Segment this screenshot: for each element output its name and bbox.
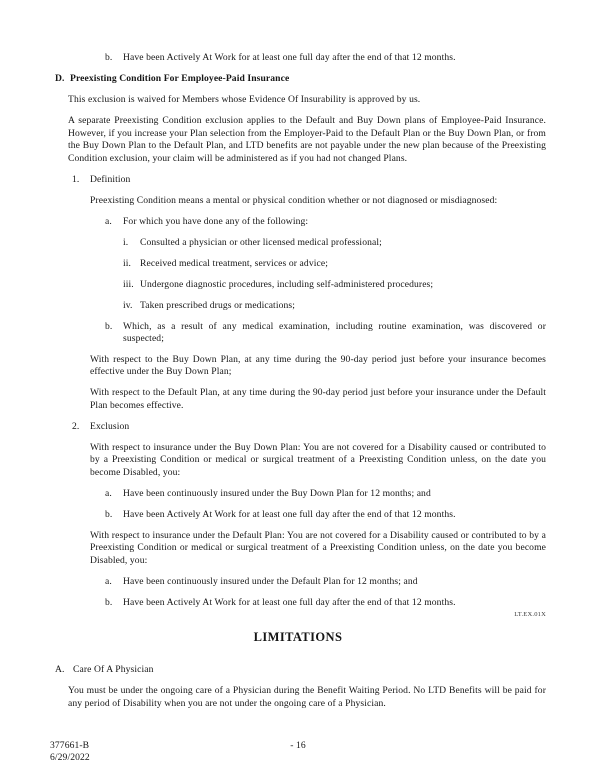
roman-item-ii [123,258,546,270]
exclusion-default-item-a [105,576,546,588]
list-item-text: Have been Actively At Work for at least one full day after the end of that 12 months. [123,596,456,608]
definition-item-b [105,321,546,346]
section-marker: D. [55,72,65,84]
list-item-text: Have been Actively At Work for at least one full day after the end of that 12 months. [123,52,456,63]
waiver-paragraph: This exclusion is waived for Members whose Evidence Of Insurability is approved by us. [68,94,421,106]
list-item-text: Consulted a physician or other licensed medical professional; [140,236,382,248]
list-item-text: Have been continuously insured under the Default Plan for 12 months; and [123,575,418,587]
definition-item-a [105,216,546,228]
letter-marker: a. [105,575,112,587]
form-code: LT.EX.01X [514,611,546,619]
section-d-heading [55,73,546,85]
document-date: 6/29/2022 [50,752,90,764]
definition-intro-paragraph: Preexisting Condition means a mental or physical condition whether or not diagnosed or misdiagnosed: [90,194,498,206]
page-number: - 16 [290,739,306,751]
carryover-list-item [105,52,546,64]
roman-item-iii [123,279,546,291]
definition-default-paragraph: With respect to the Default Plan, at any time during the 90-day period just before your insurance under the Default Plan becomes effective. [90,387,546,411]
list-item-text: Which, as a result of any medical examination, including routine examination, was discovered or suspected; [123,320,546,345]
section-a-heading [55,664,546,676]
definition-item-heading [72,174,546,186]
list-marker: b. [105,52,113,63]
roman-marker: iv. [123,299,133,311]
letter-marker: b. [105,596,113,608]
definition-buydown-paragraph: With respect to the Buy Down Plan, at any time during the 90-day period just before your insurance becomes effective under the Buy Down Plan; [90,354,546,378]
list-item-text: Have been continuously insured under the Buy Down Plan for 12 months; and [123,487,431,499]
section-title: Preexisting Condition For Employee-Paid Insurance [70,72,290,84]
limitations-heading: LIMITATIONS [253,630,343,645]
list-item-text: Taken prescribed drugs or medications; [140,299,295,311]
section-title: Care Of A Physician [73,663,154,675]
number-marker: 1. [72,173,80,185]
exclusion-item-heading [72,421,546,433]
letter-marker: b. [105,508,113,520]
roman-marker: ii. [123,257,132,269]
page-footer [50,740,546,765]
exclusion-title: Exclusion [90,420,130,432]
exclusion-default-item-b [105,597,546,609]
exclusion-buydown-paragraph: With respect to insurance under the Buy Down Plan: You are not covered for a Disability caused or contributed to by a Preexisting Condition or medical or surgical treatment of a Preexisting Condition unless, on the date you become Disabled, you: [90,441,546,478]
roman-marker: iii. [123,278,134,290]
exclusion-buydown-item-a [105,488,546,500]
letter-marker: a. [105,487,112,499]
list-item-text: Received medical treatment, services or advice; [140,257,328,269]
number-marker: 2. [72,420,80,432]
letter-marker: b. [105,320,113,332]
roman-item-iv [123,300,546,312]
care-of-physician-paragraph: You must be under the ongoing care of a Physician during the Benefit Waiting Period. No LTD Benefits will be paid for any period of Disability when you are not under the ongoing care of a Physician. [68,685,546,709]
exclusion-default-paragraph: With respect to insurance under the Default Plan: You are not covered for a Disability caused or contributed to by a Preexisting Condition or medical or surgical treatment of a Preexisting Condition unless, on the date you become Disabled, you: [90,529,546,566]
exclusion-buydown-item-b [105,509,546,521]
section-marker: A. [55,663,65,675]
separate-exclusion-paragraph: A separate Preexisting Condition exclusion applies to the Default and Buy Down plans of Employee-Paid Insurance. However, if you increase your Plan selection from the Employer-Paid to the Default Plan or the Buy Down Plan, or from the Buy Down Plan to the Default Plan, and LTD benefits are not payable under the new plan because of the Preexisting Condition exclusion, your claim will be administered as if you had not changed Plans. [68,115,546,164]
list-item-text: Undergone diagnostic procedures, including self-administered procedures; [140,278,434,290]
list-item-text: For which you have done any of the following: [123,215,309,227]
document-number: 377661-B [50,739,90,751]
list-item-text: Have been Actively At Work for at least one full day after the end of that 12 months. [123,508,456,520]
letter-marker: a. [105,215,112,227]
definition-title: Definition [90,173,131,185]
roman-marker: i. [123,236,129,248]
roman-item-i [123,237,546,249]
